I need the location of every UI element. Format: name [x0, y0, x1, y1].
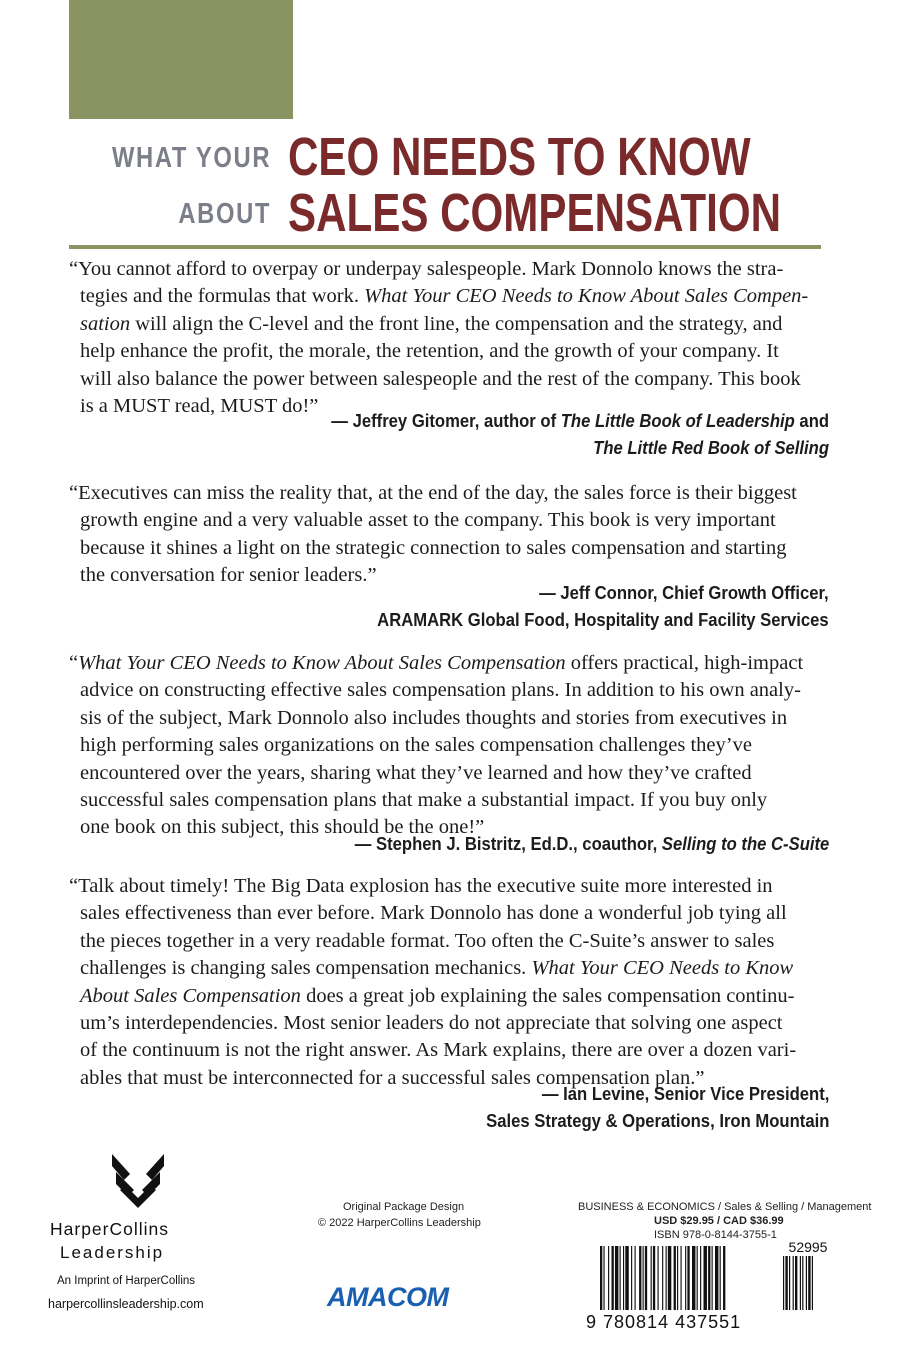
- quote-book-title: What Your CEO Needs to Know: [531, 957, 794, 980]
- attribution-book-title: The Little Red Book of Selling: [593, 437, 829, 458]
- quote-line: [69, 650, 831, 677]
- quote-line: will also balance the power between salespeople and the rest of the company. This book: [80, 367, 801, 390]
- barcode-bar: [681, 1246, 682, 1310]
- quote-line: help enhance the profit, the morale, the retention, and the growth of your company. It: [80, 340, 779, 363]
- addon-bar: [800, 1256, 801, 1310]
- package-design-credit: Original Package Design: [343, 1201, 465, 1213]
- quote-text: tegies and the formulas that work.: [80, 285, 365, 308]
- quote-line: high performing sales organizations on the sales compensation challenges they’ve: [80, 734, 752, 757]
- barcode-bar: [635, 1246, 636, 1310]
- attribution-text: — Jeffrey Gitomer, author of: [331, 410, 561, 431]
- barcode-bar: [645, 1246, 647, 1310]
- header-color-block: [69, 0, 293, 119]
- quote-line: the pieces together in a very readable format. Too often the C-Suite’s answer to sales: [80, 929, 775, 952]
- quote-line: [69, 983, 831, 1010]
- barcode-bar: [608, 1246, 609, 1310]
- bisac-category: BUSINESS & ECONOMICS / Sales & Selling / Management: [578, 1201, 872, 1213]
- price-addon-bars: [783, 1256, 813, 1310]
- quote-line: sales effectiveness than ever before. Mark Donnolo has done a wonderful job tying all: [80, 902, 787, 925]
- publisher-website: harpercollinsleadership.com: [48, 1297, 204, 1311]
- publisher-name: HarperCollins: [50, 1219, 170, 1239]
- barcode-bar: [662, 1246, 663, 1310]
- quote-line: [69, 283, 831, 310]
- quote-book-title: What Your CEO Needs to Know About Sales Compen-: [364, 285, 809, 308]
- quote-line: successful sales compensation plans that make a substantial impact. If you buy only: [80, 789, 768, 812]
- barcode-bar: [674, 1246, 676, 1310]
- quote-line: growth engine and a very valuable asset to the company. This book is very important: [80, 509, 776, 532]
- barcode-bar: [687, 1246, 689, 1310]
- barcode-bar: [692, 1246, 695, 1310]
- barcode-bar: [677, 1246, 678, 1310]
- barcode-bar: [631, 1246, 632, 1310]
- quote-bistritz: [69, 650, 831, 842]
- quote-line: “Executives can miss the reality that, at the end of the day, the sales force is their biggest: [69, 482, 797, 504]
- barcode-bar: [639, 1246, 641, 1310]
- barcode-bar: [600, 1246, 602, 1310]
- addon-bar: [783, 1256, 784, 1310]
- addon-bar: [806, 1256, 807, 1310]
- barcode-bar: [620, 1246, 621, 1310]
- barcode-bar: [603, 1246, 604, 1310]
- amacom-logo: AMACOM: [327, 1282, 449, 1312]
- attribution-book-title: Selling to the C-Suite: [661, 833, 829, 854]
- barcode-bar: [666, 1246, 667, 1310]
- attribution-line: [354, 830, 829, 857]
- attribution-text: and: [794, 410, 829, 431]
- barcode-bar: [700, 1246, 701, 1310]
- imprint-note: An Imprint of HarperCollins: [57, 1275, 196, 1287]
- ean13-bars: [600, 1246, 725, 1310]
- barcode-bar: [697, 1246, 698, 1310]
- attribution-line: Sales Strategy & Operations, Iron Mountain: [485, 1110, 829, 1131]
- attribution-line: ARAMARK Global Food, Hospitality and Facility Services: [377, 609, 829, 630]
- barcode-bar: [623, 1246, 624, 1310]
- quote-line: of the continuum is not the right answer. As Mark explains, there are over a dozen vari-: [80, 1039, 797, 1062]
- barcode-bar: [712, 1246, 713, 1310]
- attribution-line: [331, 407, 829, 434]
- addon-bar: [795, 1256, 797, 1310]
- attribution-levine: [486, 1080, 829, 1134]
- barcode-bar: [685, 1246, 686, 1310]
- quote-connor: [69, 480, 831, 590]
- addon-bar: [789, 1256, 790, 1310]
- barcode-bar: [658, 1246, 659, 1310]
- quote-line: [69, 955, 831, 982]
- attribution-gitomer: [331, 407, 829, 461]
- barcode-bar: [723, 1246, 725, 1310]
- barcode-bar: [715, 1246, 718, 1310]
- title-line-2: [0, 183, 907, 250]
- quote-book-title: What Your CEO Needs to Know About Sales Compensation: [78, 652, 566, 674]
- quote-text: challenges is changing sales compensation mechanics.: [80, 957, 532, 980]
- addon-bar: [793, 1256, 794, 1310]
- addon-bar: [802, 1256, 803, 1310]
- harpercollins-logo-icon: [110, 1152, 166, 1210]
- quote-line: um’s interdependencies. Most senior leaders do not appreciate that solving one aspect: [80, 1012, 783, 1035]
- attribution-line: — Ian Levine, Senior Vice President,: [541, 1083, 829, 1104]
- title-main-2: SALES COMPENSATION: [288, 183, 782, 243]
- barcode-bar: [668, 1246, 671, 1310]
- barcode-bar: [704, 1246, 707, 1310]
- barcode-bar: [651, 1246, 652, 1310]
- quote-text: “: [69, 652, 79, 674]
- addon-bar: [808, 1256, 810, 1310]
- price: USD $29.95 / CAD $36.99: [654, 1215, 784, 1227]
- quote-text: does a great job explaining the sales compensation continu-: [300, 984, 795, 1007]
- quote-book-title: About Sales Compensation: [80, 984, 301, 1007]
- title-prefix-2: ABOUT: [178, 198, 271, 230]
- copyright-note: © 2022 HarperCollins Leadership: [318, 1217, 481, 1229]
- quote-text: offers practical, high-impact: [565, 652, 804, 674]
- quote-line: “You cannot afford to overpay or underpay salespeople. Mark Donnolo knows the stra-: [69, 258, 784, 280]
- attribution-text: — Stephen J. Bistritz, Ed.D., coauthor,: [354, 833, 662, 854]
- addon-bar: [812, 1256, 813, 1310]
- quote-line: is a MUST read, MUST do!”: [80, 395, 319, 418]
- title-main-1: CEO NEEDS TO KNOW: [288, 127, 751, 187]
- quote-line: “Talk about timely! The Big Data explosion has the executive suite more interested in: [69, 875, 773, 897]
- barcode-bar: [720, 1246, 721, 1310]
- quote-line: advice on constructing effective sales compensation plans. In addition to his own analy-: [80, 679, 801, 702]
- quote-line: ables that must be interconnected for a successful sales compensation plan.”: [80, 1066, 705, 1089]
- quote-line: because it shines a light on the strategic connection to sales compensation and starting: [80, 536, 787, 559]
- addon-bar: [785, 1256, 787, 1310]
- publisher-imprint-name: Leadership: [60, 1243, 165, 1262]
- quote-gitomer: [69, 256, 831, 420]
- attribution-connor: [378, 579, 829, 633]
- title-prefix-1: WHAT YOUR: [111, 142, 271, 174]
- barcode-bar: [708, 1246, 710, 1310]
- quote-line: encountered over the years, sharing what they’ve learned and how they’ve crafted: [80, 761, 752, 784]
- barcode-bar: [625, 1246, 628, 1310]
- quote-book-title: sation: [80, 312, 131, 335]
- barcode-bar: [643, 1246, 644, 1310]
- attribution-bistritz: [354, 830, 829, 857]
- barcode-bar: [653, 1246, 655, 1310]
- attribution-book-title: The Little Book of Leadership: [560, 410, 795, 431]
- quote-levine: [69, 873, 831, 1092]
- quote-text: will align the C-level and the front line, the compensation and the strategy, and: [130, 312, 783, 335]
- isbn-barcode: [578, 1242, 830, 1332]
- barcode-digits: 9 780814 437551: [586, 1312, 742, 1332]
- barcode-bar: [612, 1246, 614, 1310]
- quote-line: sis of the subject, Mark Donnolo also includes thoughts and stories from executives in: [80, 706, 788, 729]
- quote-line: [69, 311, 831, 338]
- attribution-line: — Jeff Connor, Chief Growth Officer,: [539, 582, 829, 603]
- isbn: ISBN 978-0-8144-3755-1: [654, 1229, 777, 1241]
- quote-line: one book on this subject, this should be the one!”: [80, 816, 485, 839]
- price-code-digits: 52995: [788, 1242, 828, 1255]
- barcode-bar: [615, 1246, 618, 1310]
- title-rule: [69, 245, 821, 249]
- quote-line: the conversation for senior leaders.”: [80, 564, 377, 587]
